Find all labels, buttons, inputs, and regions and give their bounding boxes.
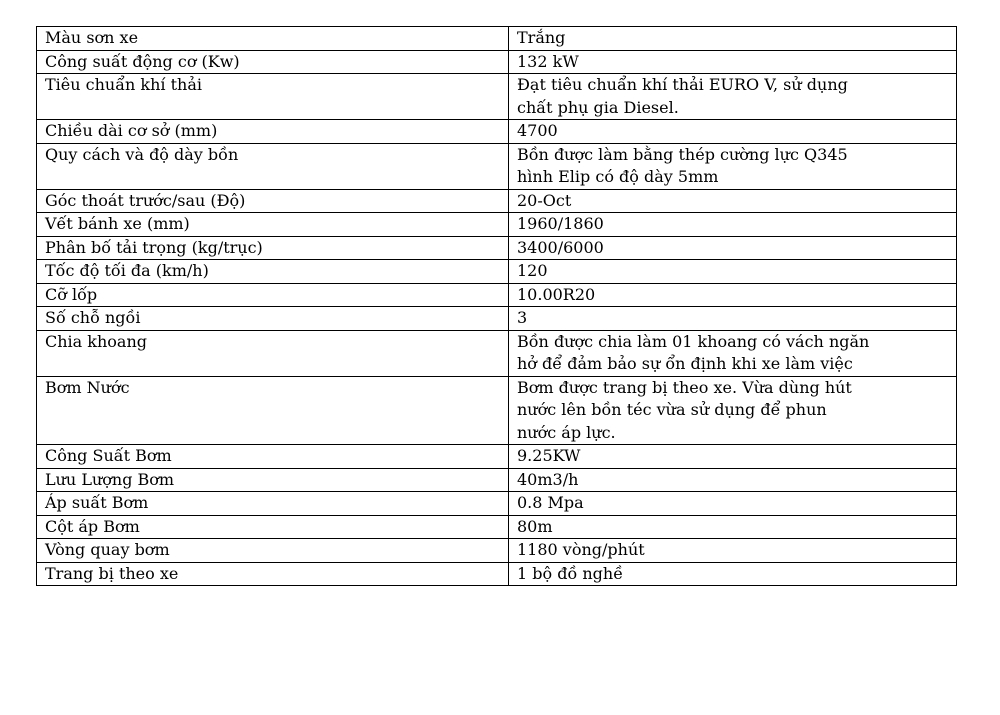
spec-label-cell: Cỡ lốp: [37, 283, 509, 307]
spec-value-cell: 1960/1860: [509, 213, 957, 237]
table-row: [37, 492, 957, 516]
table-row: [37, 562, 957, 586]
spec-label-cell: Phân bố tải trọng (kg/trục): [37, 236, 509, 260]
table-row: [37, 307, 957, 331]
table-row: [37, 539, 957, 563]
spec-value-cell: 10.00R20: [509, 283, 957, 307]
table-row: [37, 330, 957, 376]
spec-value-cell: Bồn được chia làm 01 khoang có vách ngăn hở để đảm bảo sự ổn định khi xe làm việc: [509, 330, 957, 376]
table-row: [37, 27, 957, 51]
spec-label-cell: Cột áp Bơm: [37, 515, 509, 539]
spec-label-cell: Công Suất Bơm: [37, 445, 509, 469]
spec-value-cell: 80m: [509, 515, 957, 539]
spec-label-cell: Vết bánh xe (mm): [37, 213, 509, 237]
spec-value-cell: 0.8 Mpa: [509, 492, 957, 516]
table-row: [37, 189, 957, 213]
table-row: [37, 50, 957, 74]
spec-value-cell: Trắng: [509, 27, 957, 51]
spec-label-cell: Tiêu chuẩn khí thải: [37, 74, 509, 120]
table-row: [37, 283, 957, 307]
spec-label-cell: Trang bị theo xe: [37, 562, 509, 586]
spec-value-cell: 120: [509, 260, 957, 284]
table-row: [37, 376, 957, 445]
spec-value-cell: 1180 vòng/phút: [509, 539, 957, 563]
spec-value-cell: 132 kW: [509, 50, 957, 74]
spec-value-cell: 4700: [509, 120, 957, 144]
spec-label-cell: Chiều dài cơ sở (mm): [37, 120, 509, 144]
spec-value-cell: 3400/6000: [509, 236, 957, 260]
spec-label-cell: Áp suất Bơm: [37, 492, 509, 516]
spec-table-body: [37, 27, 957, 586]
spec-label-cell: Màu sơn xe: [37, 27, 509, 51]
spec-value-cell: 3: [509, 307, 957, 331]
spec-label-cell: Quy cách và độ dày bồn: [37, 143, 509, 189]
spec-label-cell: Chia khoang: [37, 330, 509, 376]
spec-label-cell: Tốc độ tối đa (km/h): [37, 260, 509, 284]
table-row: [37, 74, 957, 120]
spec-table: [36, 26, 957, 586]
spec-value-cell: 9.25KW: [509, 445, 957, 469]
table-row: [37, 468, 957, 492]
table-row: [37, 213, 957, 237]
spec-value-cell: Bơm được trang bị theo xe. Vừa dùng hút nước lên bồn téc vừa sử dụng để phun nước áp lực.: [509, 376, 957, 445]
spec-value-cell: Đạt tiêu chuẩn khí thải EURO V, sử dụng chất phụ gia Diesel.: [509, 74, 957, 120]
spec-value-cell: 1 bộ đồ nghề: [509, 562, 957, 586]
table-row: [37, 260, 957, 284]
spec-label-cell: Góc thoát trước/sau (Độ): [37, 189, 509, 213]
table-row: [37, 445, 957, 469]
spec-value-cell: Bồn được làm bằng thép cường lực Q345 hình Elip có độ dày 5mm: [509, 143, 957, 189]
table-row: [37, 120, 957, 144]
spec-label-cell: Số chỗ ngồi: [37, 307, 509, 331]
spec-label-cell: Bơm Nước: [37, 376, 509, 445]
table-row: [37, 236, 957, 260]
table-row: [37, 515, 957, 539]
spec-value-cell: 20-Oct: [509, 189, 957, 213]
spec-label-cell: Công suất động cơ (Kw): [37, 50, 509, 74]
spec-value-cell: 40m3/h: [509, 468, 957, 492]
table-row: [37, 143, 957, 189]
spec-label-cell: Lưu Lượng Bơm: [37, 468, 509, 492]
spec-label-cell: Vòng quay bơm: [37, 539, 509, 563]
